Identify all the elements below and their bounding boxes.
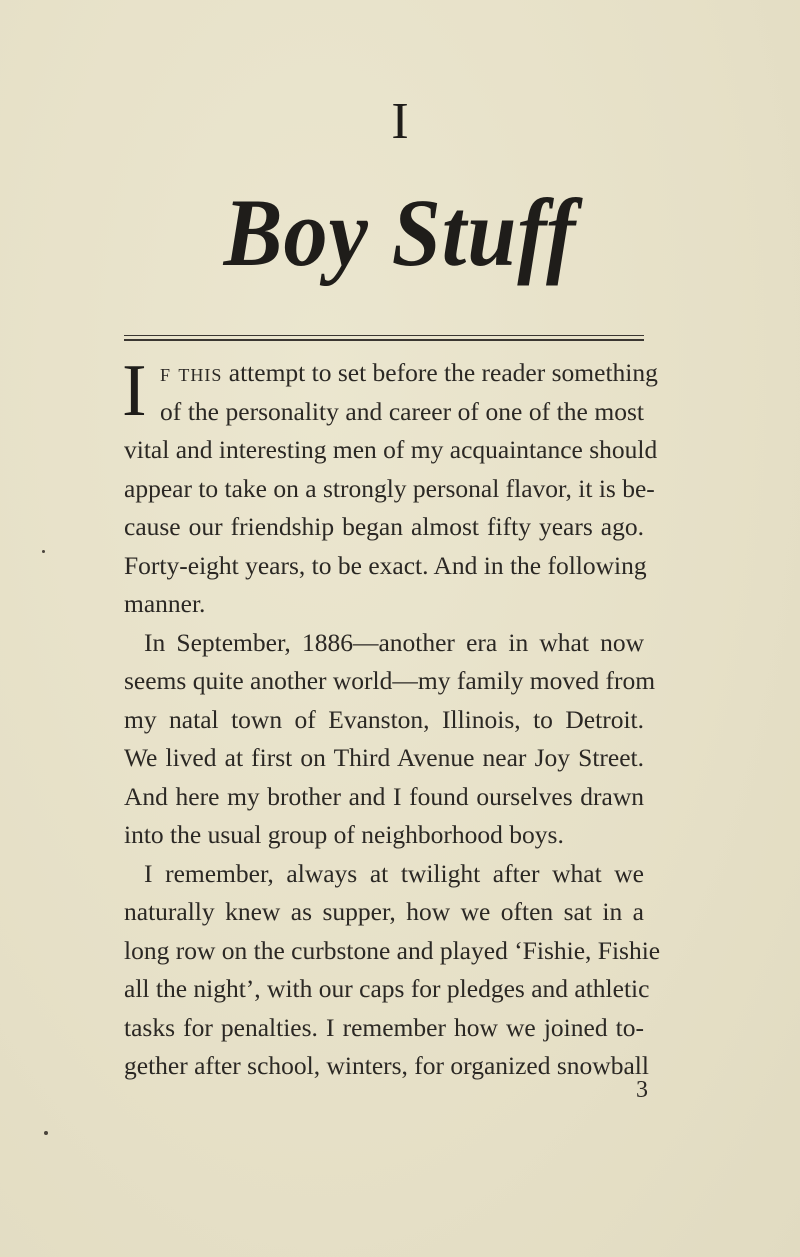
chapter-title: Boy Stuff bbox=[223, 179, 577, 286]
text-line: tasks for penalties. I remember how we joined to- bbox=[124, 1012, 644, 1042]
paragraph-1 bbox=[122, 350, 658, 624]
chapter-number: I bbox=[391, 93, 409, 150]
text-line: And here my brother and I found ourselves drawn bbox=[124, 781, 644, 811]
paragraph-3 bbox=[124, 855, 661, 1086]
text-line: of the personality and career of one of the most bbox=[160, 396, 644, 426]
body-text bbox=[122, 350, 661, 1086]
text-line: seems quite another world—my family moved from bbox=[124, 666, 656, 695]
drop-cap: I bbox=[122, 350, 147, 432]
text-line: my natal town of Evanston, Illinois, to Detroit. bbox=[124, 704, 644, 734]
text-line: long row on the curbstone and played ‘Fishie, Fishie bbox=[124, 935, 661, 965]
title-rule-thick bbox=[124, 339, 644, 341]
text-line: manner. bbox=[124, 589, 206, 618]
page-number: 3 bbox=[636, 1077, 648, 1103]
text-line: naturally knew as supper, how we often sat in a bbox=[124, 897, 644, 926]
text-line: gether after school, winters, for organized snowball bbox=[124, 1051, 649, 1080]
text-line: Forty-eight years, to be exact. And in the following bbox=[124, 550, 647, 580]
text-line: In September, 1886—another era in what now bbox=[144, 627, 644, 657]
title-rule-thin bbox=[124, 335, 644, 336]
paper-speck bbox=[42, 550, 45, 553]
text-line: We lived at first on Third Avenue near Joy Street. bbox=[124, 743, 644, 772]
text-line: cause our friendship began almost fifty years ago. bbox=[124, 512, 644, 541]
text-line-rest: attempt to set before the reader something bbox=[222, 358, 658, 387]
paragraph-2 bbox=[124, 624, 656, 855]
text-line: all the night’, with our caps for pledges and athletic bbox=[124, 974, 650, 1003]
paper-speck bbox=[44, 1131, 48, 1135]
text-line: into the usual group of neighborhood boys. bbox=[124, 820, 564, 849]
text-line: I remember, always at twilight after what we bbox=[144, 858, 644, 888]
text-line: appear to take on a strongly personal flavor, it is be- bbox=[124, 473, 655, 503]
lead-in-smallcaps: f this bbox=[160, 358, 223, 387]
text-line: vital and interesting men of my acquaintance should bbox=[124, 435, 658, 464]
